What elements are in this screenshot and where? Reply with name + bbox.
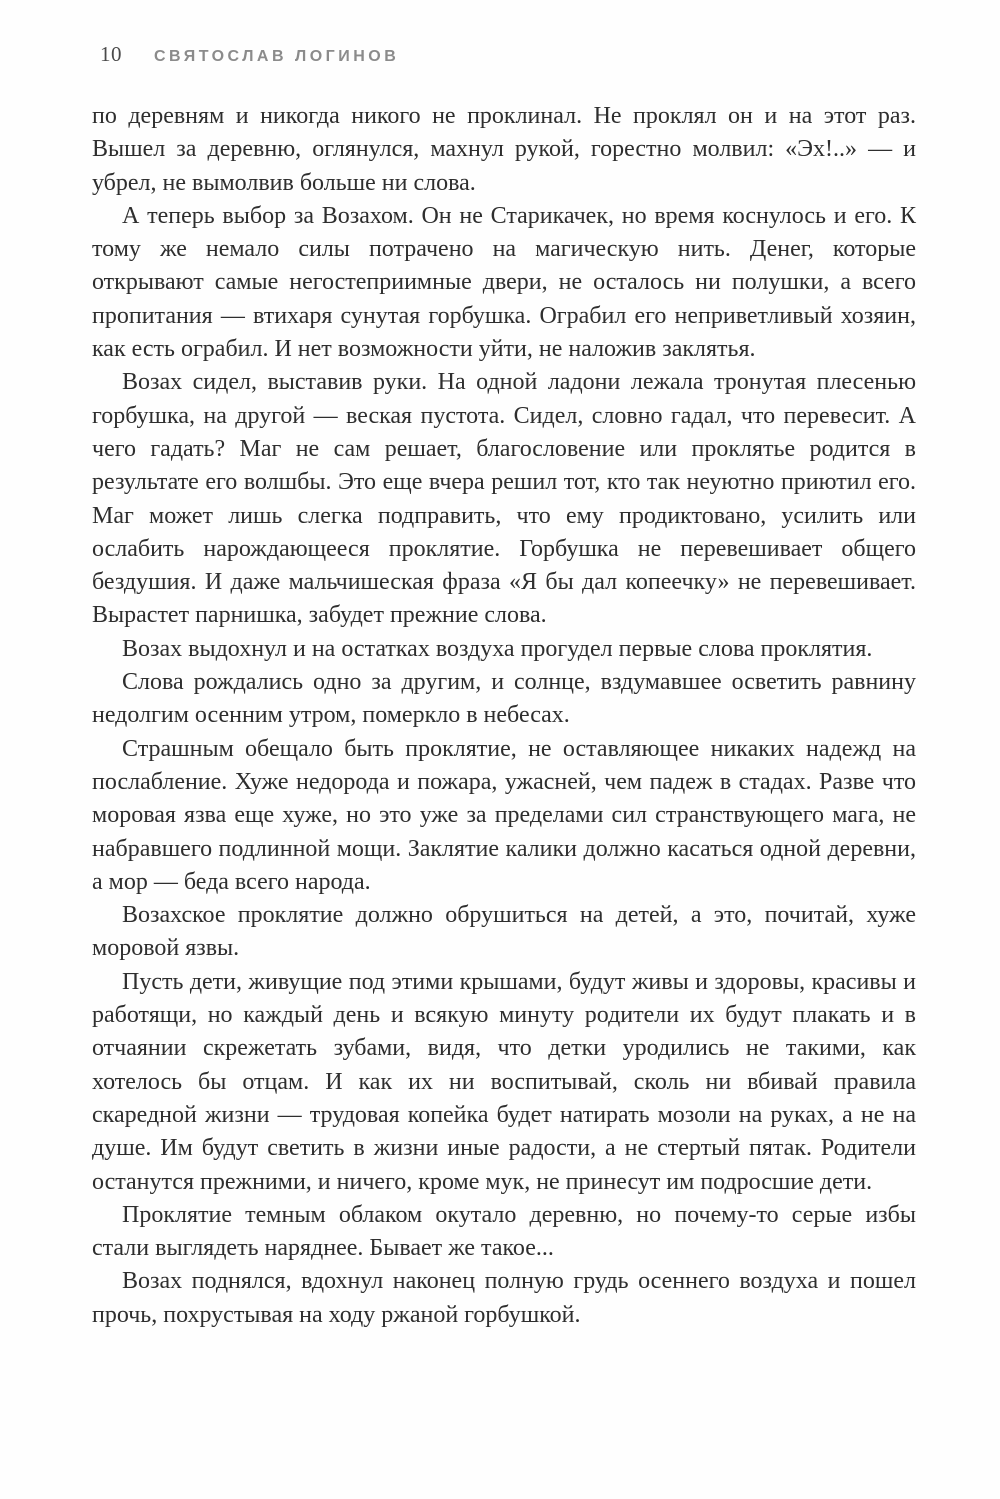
paragraph: Возахское проклятие должно обрушиться на детей, а это, почитай, хуже моровой язвы.: [92, 902, 916, 962]
paragraph: Слова рождались одно за другим, и солнце, вздумавшее осветить равнину недолгим осенним утром, померкло в небесах.: [92, 669, 916, 729]
page-number: 10: [100, 42, 122, 66]
paragraph: Возах сидел, выставив руки. На одной ладони лежала тронутая плесенью горбушка, на другой — веская пустота. Сидел, словно гадал, что перевесит. А чего гадать? Маг не сам решает, благословение или проклятье родится в результате его волшбы. Это еще вчера решил тот, кто так неуютно приютил его. Маг может лишь слегка подправить, что ему продиктовано, усилить или ослабить нарождающееся проклятие. Горбушка не перевешивает общего бездушия. И даже мальчишеская фраза «Я бы дал копеечку» не перевешивает. Вырастет парнишка, забудет прежние слова.: [92, 369, 916, 629]
body-text-block: [92, 100, 916, 1332]
running-title-author: СВЯТОСЛАВ ЛОГИНОВ: [154, 48, 400, 65]
paragraph: Возах выдохнул и на остатках воздуха прогудел первые слова проклятия.: [122, 635, 873, 662]
paragraph: Возах поднялся, вдохнул наконец полную грудь осеннего воздуха и пошел прочь, похрустывая на ходу ржаной горбушкой.: [92, 1268, 916, 1328]
paragraph: А теперь выбор за Возахом. Он не Старикачек, но время коснулось и его. К тому же немало силы потрачено на магическую нить. Денег, которые открывают самые негостеприимные двери, не осталось ни полушки, а всего пропитания — втихаря сунутая горбушка. Ограбил его неприветливый хозяин, как есть ограбил. И нет возможности уйти, не наложив заклятья.: [92, 202, 916, 363]
paragraph: по деревням и никогда никого не проклинал. Не проклял он и на этот раз. Вышел за деревню, оглянулся, махнул рукой, горестно молвил: «Эх!..» — и убрел, не вымолвив больше ни слова.: [92, 103, 916, 196]
paragraph: Страшным обещало быть проклятие, не оставляющее никаких надежд на послабление. Хуже недорода и пожара, ужасней, чем падеж в стадах. Разве что моровая язва еще хуже, но это уже за пределами сил странствующего мага, не набравшего подлинной мощи. Заклятие калики должно касаться одной деревни, а мор — беда всего народа.: [92, 735, 916, 895]
paragraph: Пусть дети, живущие под этими крышами, будут живы и здоровы, красивы и работящи, но каждый день и всякую минуту родители их будут плакать и в отчаянии скрежетать зубами, видя, что детки уродились не такими, как хотелось бы отцам. И как их ни воспитывай, сколь ни вбивай правила скаредной жизни — трудовая копейка будет натирать мозоли на руках, а не на душе. Им будут светить в жизни иные радости, а не стертый пятак. Родители останутся прежними, и ничего, кроме мук, не принесут им подросшие дети.: [92, 968, 916, 1195]
running-header: [100, 42, 915, 67]
paragraph: Проклятие темным облаком окутало деревню, но почему-то серые избы стали выглядеть наряднее. Бывает же такое...: [92, 1201, 916, 1262]
